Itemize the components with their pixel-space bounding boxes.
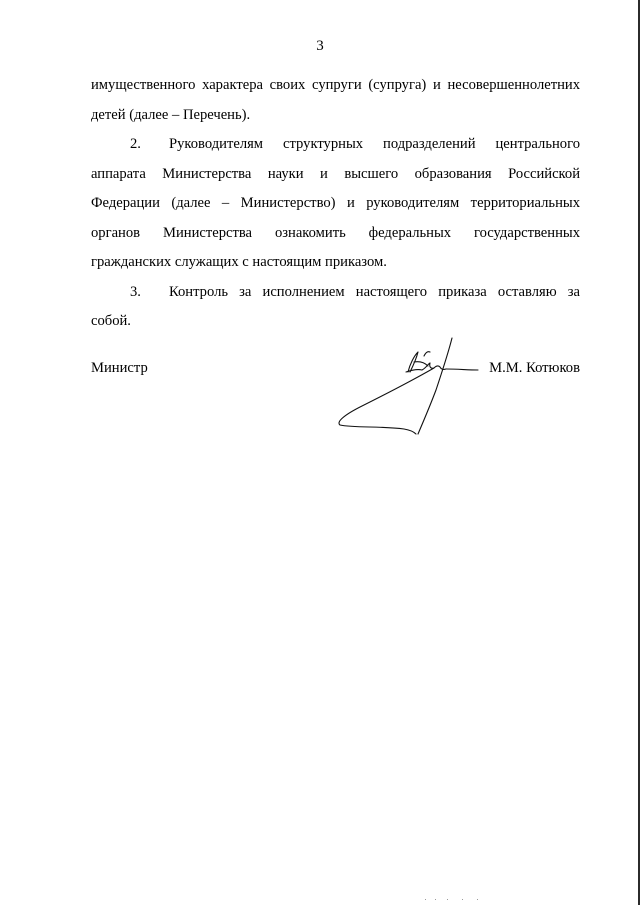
text-line [91,278,580,308]
text-line: имущественного характера своих супруги (супруга) и несовершеннолетних [91,77,580,93]
text-line: детей (далее – Перечень). [91,106,251,123]
paragraph-3 [91,278,580,337]
paragraph-number: 2. [130,136,141,152]
document-body [91,71,580,337]
text-line-content: Контроль за исполнением настоящего приказа оставляю за [169,283,580,300]
text-line: органов Министерства ознакомить федеральных государственных [91,224,580,241]
handwritten-signature [330,334,480,438]
signer-name: М.М. Котюков [489,360,580,376]
signer-title: Министр [91,360,148,376]
scan-speck [425,898,485,901]
text-line: собой. [91,313,131,329]
text-line: Федерации (далее – Министерство) и руководителям территориальных [91,195,580,211]
paragraph-2 [91,130,580,278]
text-line [91,130,580,160]
paragraph-1 [91,71,580,130]
paragraph-number: 3. [130,283,141,300]
page-number: 3 [316,38,324,54]
text-line: аппарата Министерства науки и высшего образования Российской [91,165,580,182]
text-line-content: Руководителям структурных подразделений центрального [169,136,580,152]
text-line: гражданских служащих с настоящим приказом. [91,254,387,270]
